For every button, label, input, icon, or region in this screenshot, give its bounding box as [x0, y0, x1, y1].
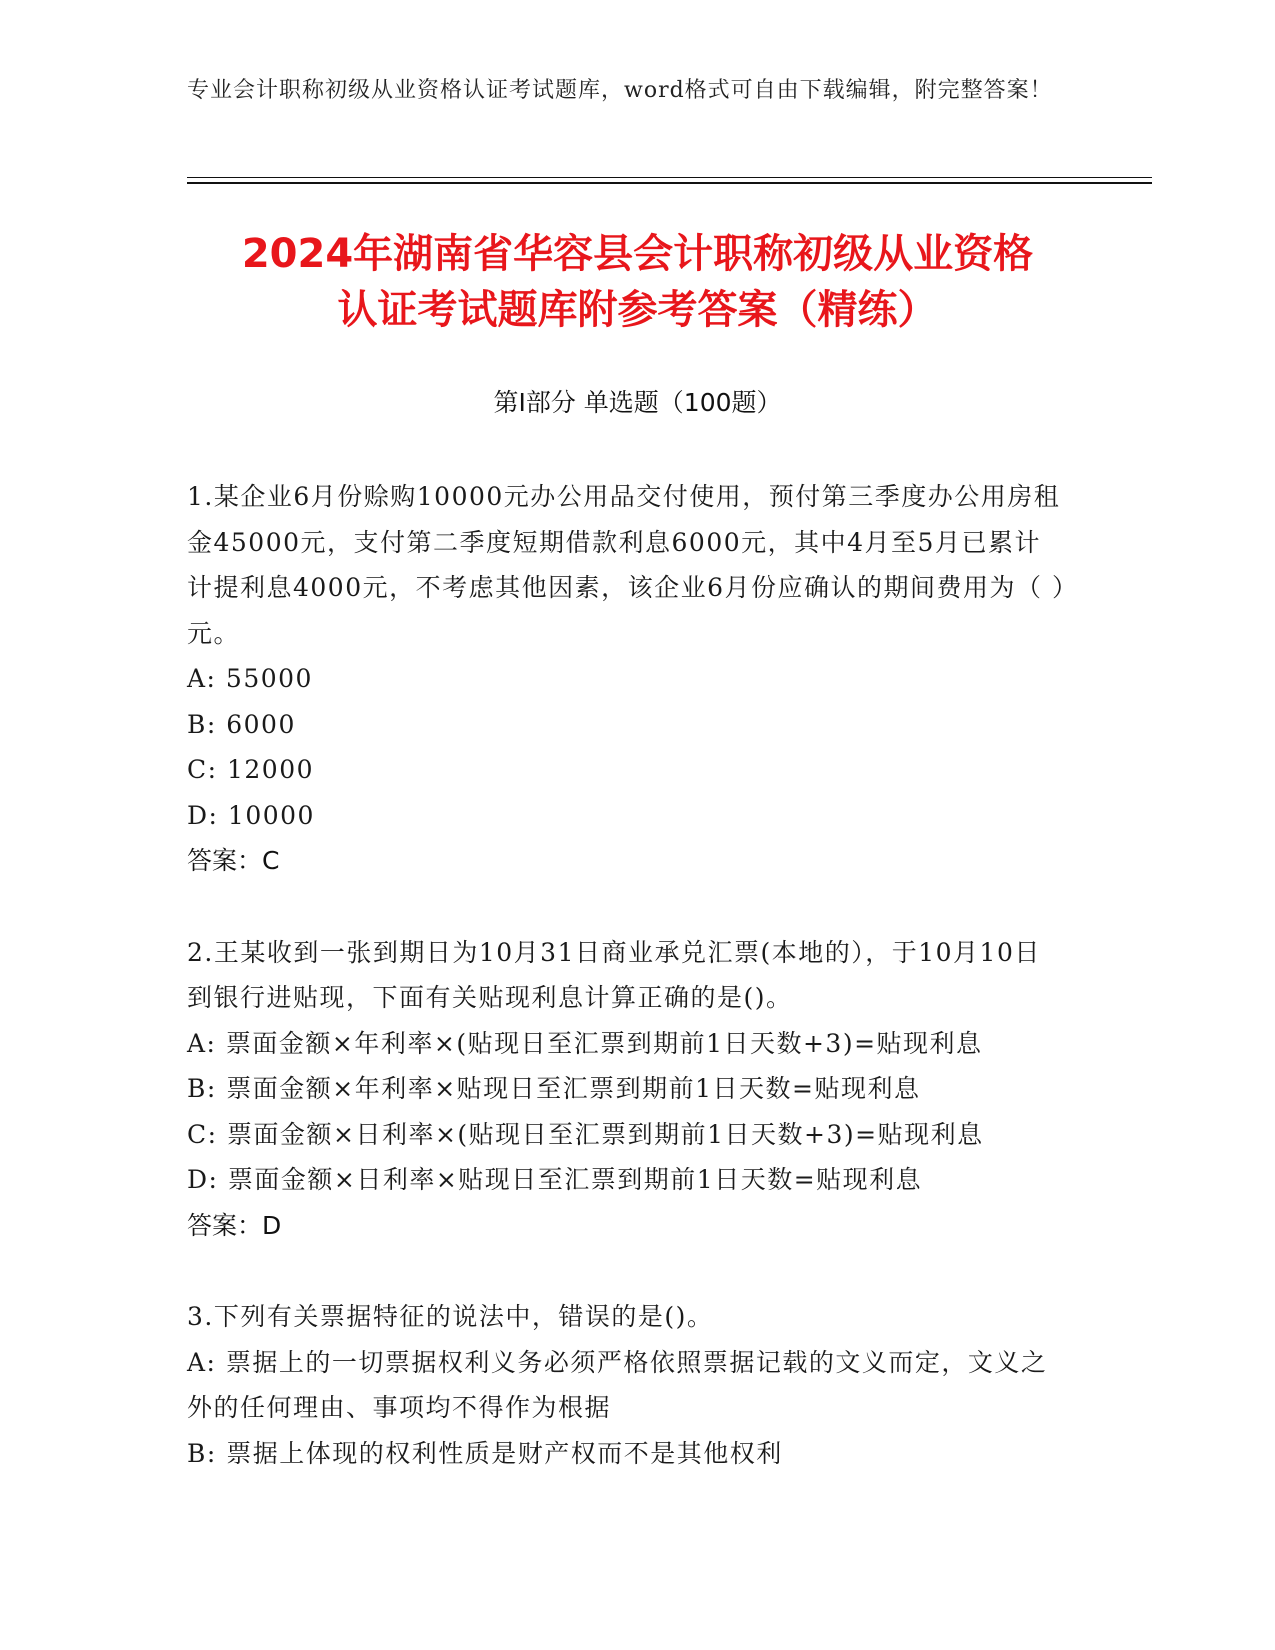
- option-d: D: 10000: [187, 800, 315, 830]
- question-3: [187, 1294, 1067, 1476]
- option-b: B: 票据上体现的权利性质是财产权而不是其他权利: [187, 1438, 783, 1468]
- question-stem: 2.王某收到一张到期日为10月31日商业承兑汇票(本地的），于10月10日到银行进贴现，下面有关贴现利息计算正确的是()。: [187, 937, 1041, 1012]
- question-list: [187, 474, 1067, 1522]
- header-divider-thin: [187, 177, 1152, 178]
- option-c: C: 12000: [187, 755, 315, 784]
- option-b: B: 6000: [187, 709, 296, 739]
- document-title-line-2: 认证考试题库附参考答案（精练）: [337, 287, 938, 333]
- question-stem: 1.某企业6月份赊购10000元办公用品交付使用，预付第三季度办公用房租金45000元，支付第二季度短期借款利息6000元，其中4月至5月已累计计提利息4000元，不考虑其他因素，该企业6月份应确认的期间费用为（ ）元。: [187, 482, 1066, 648]
- option-a: A: 票据上的一切票据权利义务必须严格依照票据记载的文义而定，文义之外的任何理由、事项均不得作为根据: [187, 1347, 1048, 1422]
- document-title: [150, 226, 1125, 338]
- document-title-line-1: 2024年湖南省华容县会计职称初级从业资格: [241, 231, 1034, 277]
- section-title: 第I部分 单选题（100题）: [493, 388, 782, 417]
- header-divider-thick: [187, 182, 1152, 184]
- option-d: D: 票面金额×日利率×贴现日至汇票到期前1日天数=贴现利息: [187, 1165, 923, 1194]
- header-note: 专业会计职称初级从业资格认证考试题库，word格式可自由下载编辑，附完整答案！: [187, 78, 1053, 103]
- option-c: C: 票面金额×日利率×(贴现日至汇票到期前1日天数+3)=贴现利息: [187, 1119, 984, 1149]
- answer: 答案：C: [187, 846, 280, 875]
- option-a: A: 55000: [187, 664, 313, 693]
- question-2: [187, 930, 1067, 1249]
- answer: 答案：D: [187, 1210, 282, 1240]
- question-1: [187, 474, 1067, 884]
- option-b: B: 票面金额×年利率×贴现日至汇票到期前1日天数=贴现利息: [187, 1074, 921, 1103]
- option-a: A: 票面金额×年利率×(贴现日至汇票到期前1日天数+3)=贴现利息: [187, 1028, 983, 1058]
- question-stem: 3.下列有关票据特征的说法中，错误的是()。: [187, 1302, 714, 1331]
